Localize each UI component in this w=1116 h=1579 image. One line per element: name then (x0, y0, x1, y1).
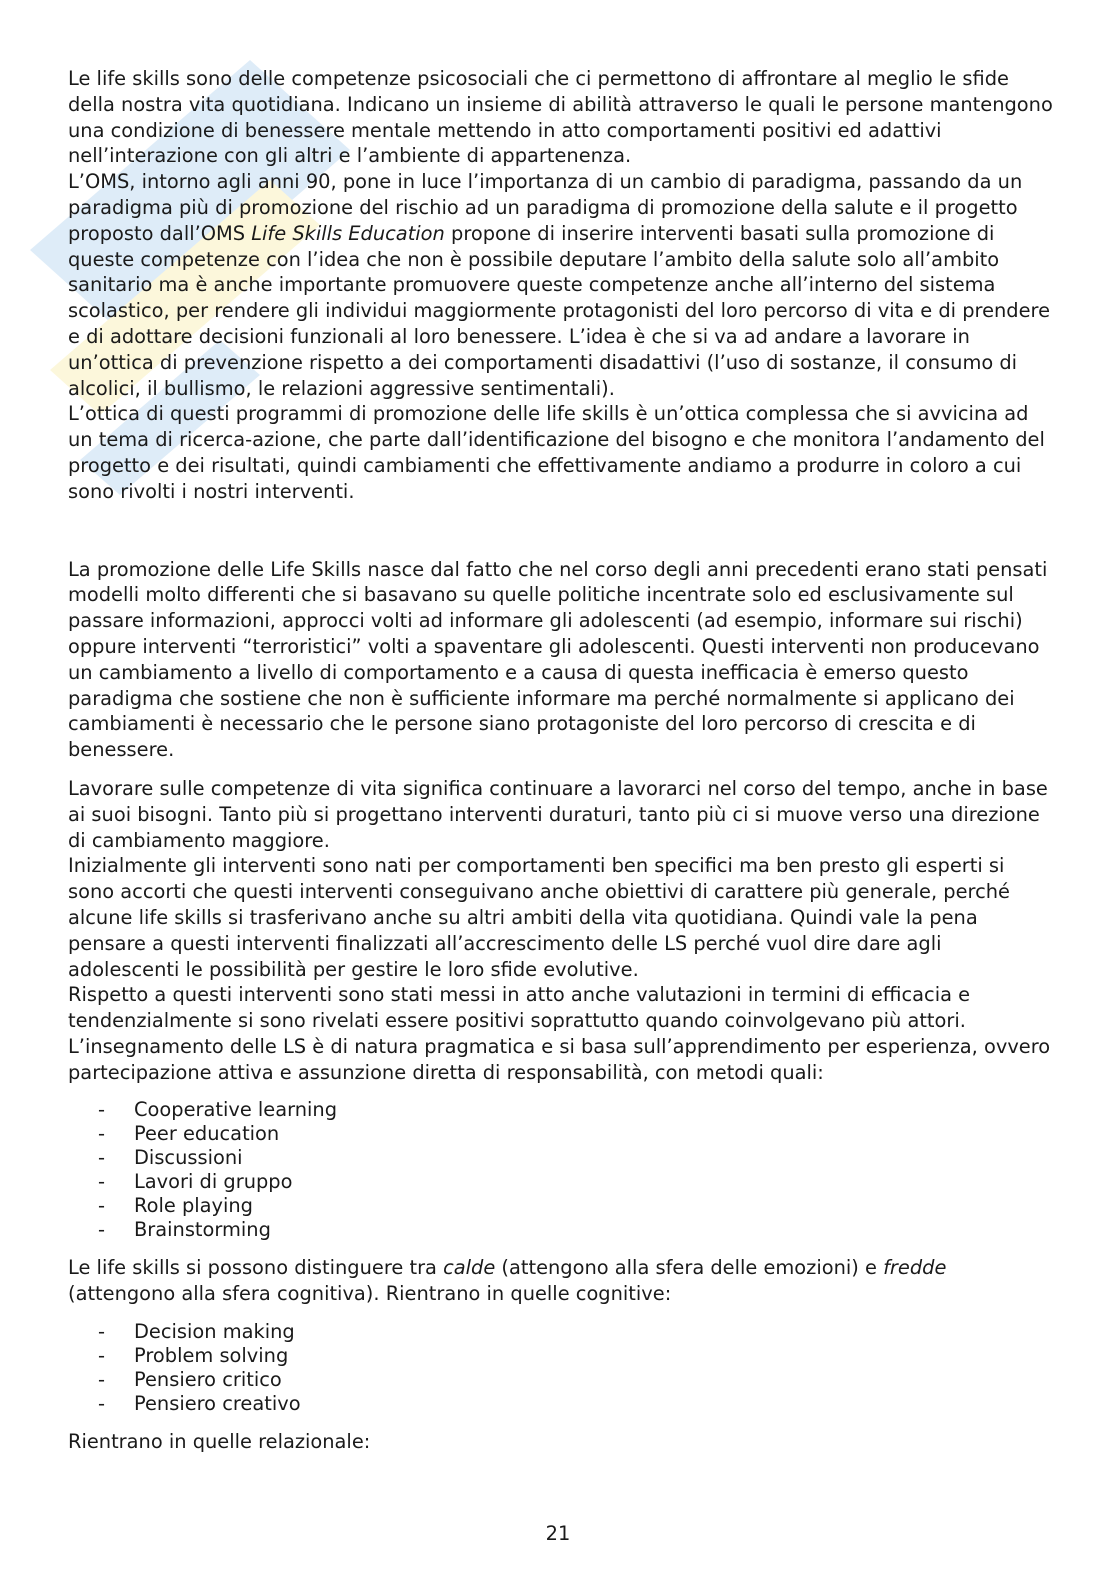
life-skills-education-term: Life Skills Education (251, 221, 445, 245)
paragraph-oms (68, 169, 1053, 401)
list-item-text: Peer education (134, 1122, 280, 1146)
list-dash: - (98, 1344, 105, 1368)
list-item-text: Decision making (134, 1320, 295, 1344)
list-item (68, 1170, 1053, 1194)
paragraph-insegnamento: L’insegnamento delle LS è di natura pragmatica e si basa sull’apprendimento per esperienza, ovvero partecipazione attiva e assunzione diretta di responsabilità, con metodi quali: (68, 1034, 1051, 1084)
list-item-text: Cooperative learning (134, 1098, 338, 1122)
section-spacer (68, 505, 1053, 557)
list-item-text: Brainstorming (134, 1218, 271, 1242)
list-item (68, 1368, 1053, 1392)
paragraph-spacer (68, 1242, 1053, 1255)
paragraph-valutazioni: Rispetto a questi interventi sono stati messi in atto anche valutazioni in termini di efficacia e tendenzialmente si sono rivelati essere positivi soprattutto quando coinvolgevano più attori. (68, 983, 971, 1033)
paragraph-relazionale: Rientrano in quelle relazionale: (68, 1430, 371, 1454)
calde-term: calde (443, 1256, 496, 1280)
list-item (68, 1320, 1053, 1344)
paragraph-calde-fredde-part2: (attengono alla sfera delle emozioni) e (495, 1256, 884, 1280)
list-item-text: Problem solving (134, 1344, 289, 1368)
list-dash: - (98, 1170, 105, 1194)
paragraph-spacer (68, 1416, 1053, 1429)
list-item-text: Discussioni (134, 1146, 243, 1170)
paragraph-oms-after: propone di inserire interventi basati sulla promozione di queste competenze con l’idea che non è possibile deputare l’ambito della salute solo all’ambito sanitario ma è anche importante promuovere queste competenze anche all’interno del sistema scolastico, per rendere gli individui maggiormente protagonisti del loro percorso di vita e di prendere e di adottare decisioni funzionali al loro benessere. L’idea è che si va ad andare a lavorare in un’ottica di prevenzione rispetto a dei comportamenti disadattivi (l’uso di sostanze, il consumo di alcolici, il bullismo, le relazioni aggressive sentimentali). (68, 221, 1051, 400)
list-item-text: Role playing (134, 1194, 253, 1218)
list-item-text: Pensiero critico (134, 1368, 282, 1392)
list-dash: - (98, 1320, 105, 1344)
list-dash: - (98, 1218, 105, 1242)
list-item (68, 1194, 1053, 1218)
paragraph-lavorare: Lavorare sulle competenze di vita significa continuare a lavorarci nel corso del tempo, anche in base ai suoi bisogni. Tanto più si progettano interventi duraturi, tanto più ci si muove verso una direzione di cambiamento maggiore. (68, 776, 1048, 852)
paragraph-inizialmente: Inizialmente gli interventi sono nati per comportamenti ben specifici ma ben presto gli esperti si sono accorti che questi interventi conseguivano anche obiettivi di carattere più generale, perché alcune life skills si trasferivano anche su altri ambiti della vita quotidiana. Quindi vale la pena pensare a questi interventi finalizzati all’accrescimento delle LS perché vuol dire dare agli adolescenti le possibilità per gestire le loro sfide evolutive. (68, 854, 1010, 981)
paragraph-oms-before: L’OMS, intorno agli anni 90, pone in luce l’importanza di un cambio di paradigma, passando da un paradigma più di promozione del rischio ad un paradigma di promozione della salute e il progetto proposto dall’OMS (68, 170, 1023, 245)
paragraph-spacer (68, 1307, 1053, 1320)
list-item (68, 1146, 1053, 1170)
list-dash: - (98, 1368, 105, 1392)
list-dash: - (98, 1194, 105, 1218)
page-number: 21 (545, 1522, 571, 1545)
paragraph-calde-fredde-part1: Le life skills si possono distinguere tra (68, 1256, 444, 1280)
paragraph-calde-fredde (68, 1255, 1053, 1307)
list-item (68, 1218, 1053, 1242)
list-item (68, 1392, 1053, 1416)
list-dash: - (98, 1122, 105, 1146)
methods-list (68, 1098, 1053, 1242)
list-dash: - (98, 1146, 105, 1170)
list-item (68, 1098, 1053, 1122)
paragraph-calde-fredde-part3: (attengono alla sfera cognitiva). Rientrano in quelle cognitive: (68, 1282, 672, 1306)
list-item (68, 1344, 1053, 1368)
fredde-term: fredde (883, 1256, 947, 1280)
paragraph-programmi: L’ottica di questi programmi di promozione delle life skills è un’ottica complessa che si avvicina ad un tema di ricerca-azione, che parte dall’identificazione del bisogno e che monitora l’andamento del progetto e dei risultati, quindi cambiamenti che effettivamente andiamo a produrre in coloro a cui sono rivolti i nostri interventi. (68, 402, 1045, 503)
document-body (68, 66, 1053, 1455)
list-item (68, 1122, 1053, 1146)
list-dash: - (98, 1098, 105, 1122)
list-item-text: Pensiero creativo (134, 1392, 301, 1416)
paragraph-promozione: La promozione delle Life Skills nasce dal fatto che nel corso degli anni precedenti erano stati pensati modelli molto differenti che si basavano su quelle politiche incentrate solo ed esclusivamente sul passare informazioni, approcci volti ad informare gli adolescenti (ad esempio, informare sui rischi) oppure interventi “terroristici” volti a spaventare gli adolescenti. Questi interventi non producevano un cambiamento a livello di comportamento e a causa di questa inefficacia è emerso questo paradigma che sostiene che non è sufficiente informare ma perché normalmente si applicano dei cambiamenti è necessario che le persone siano protagoniste del loro percorso di crescita e di benessere. (68, 557, 1048, 762)
list-item-text: Lavori di gruppo (134, 1170, 293, 1194)
paragraph-spacer (68, 763, 1053, 776)
cognitive-skills-list (68, 1320, 1053, 1416)
list-dash: - (98, 1392, 105, 1416)
paragraph-spacer (68, 1085, 1053, 1098)
paragraph-intro: Le life skills sono delle competenze psicosociali che ci permettono di affrontare al meglio le sfide della nostra vita quotidiana. Indicano un insieme di abilità attraverso le quali le persone mantengono una condizione di benessere mentale mettendo in atto comportamenti positivi ed adattivi nell’interazione con gli altri e l’ambiente di appartenenza. (68, 67, 1053, 168)
